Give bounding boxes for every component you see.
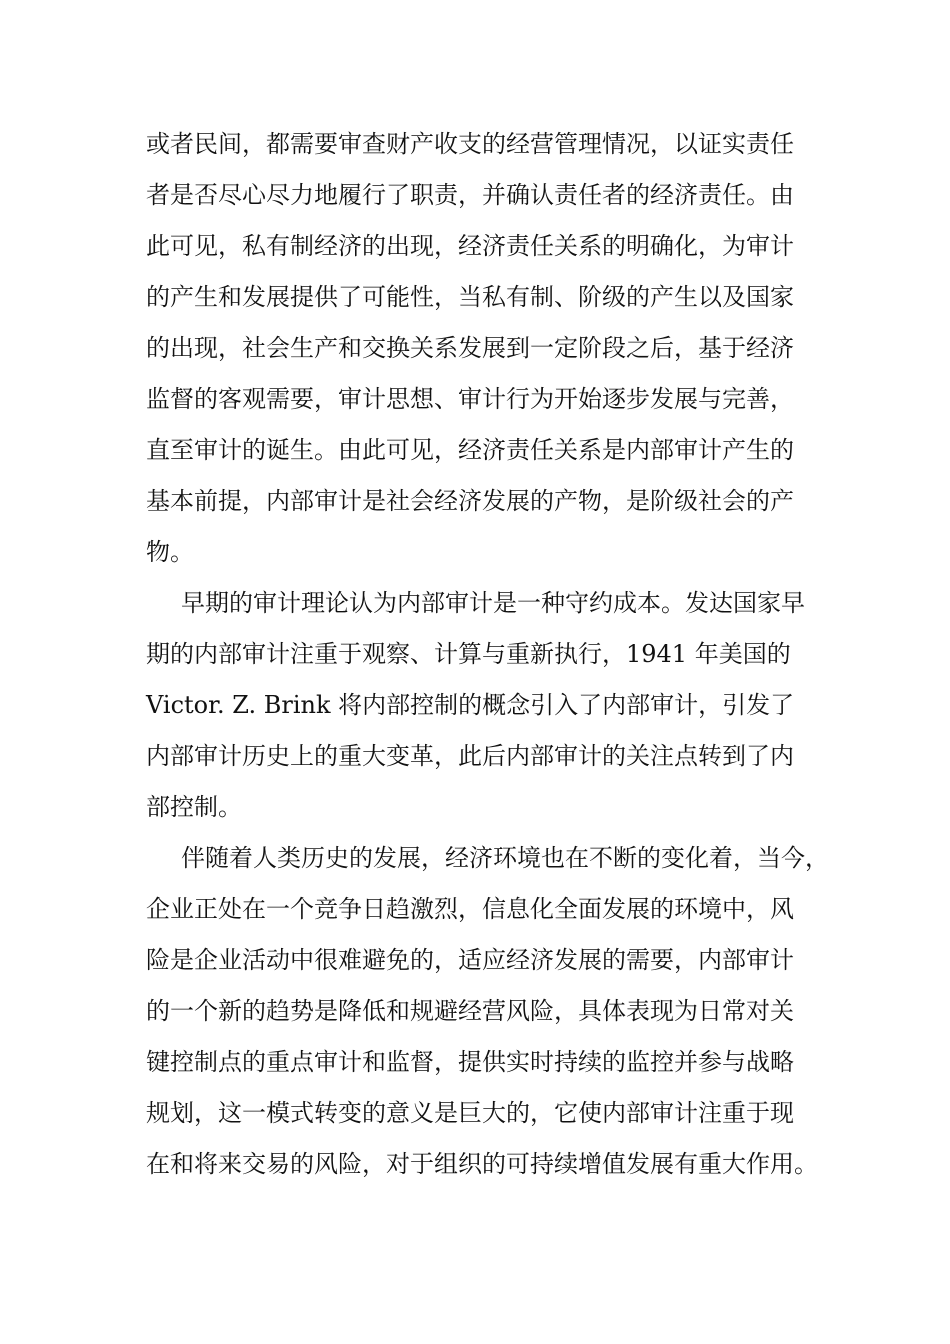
paragraph-3-first-line: 伴随着人类历史的发展，经济环境也在不断的变化着，当今， [181,844,829,872]
text-line-4: 的产生和发展提供了可能性，当私有制、阶级的产生以及国家 [146,283,794,311]
text-line-19: 键控制点的重点审计和监督，提供实时持续的监控并参与战略 [146,1048,794,1076]
text-line-21: 在和将来交易的风险，对于组织的可持续增值发展有重大作用。 [146,1150,818,1178]
text-line-11: 期的内部审计注重于观察、计算与重新执行，1941 年美国的 [146,640,791,668]
text-line-13: 内部审计历史上的重大变革，此后内部审计的关注点转到了内 [146,742,794,770]
text-line-18: 的一个新的趋势是降低和规避经营风险，具体表现为日常对关 [146,997,794,1025]
text-line-16: 企业正处在一个竞争日趋激烈，信息化全面发展的环境中，风 [146,895,794,923]
text-line-2: 者是否尽心尽力地履行了职责，并确认责任者的经济责任。由 [146,181,794,209]
text-line-20: 规划，这一模式转变的意义是巨大的，它使内部审计注重于现 [146,1099,794,1127]
text-line-8: 基本前提，内部审计是社会经济发展的产物，是阶级社会的产 [146,487,794,515]
text-line-6: 监督的客观需要，审计思想、审计行为开始逐步发展与完善， [146,385,794,413]
text-line-1: 或者民间，都需要审查财产收支的经营管理情况，以证实责任 [146,130,794,158]
text-line-3: 此可见，私有制经济的出现，经济责任关系的明确化，为审计 [146,232,794,260]
text-line-14: 部控制。 [146,793,242,821]
text-line-5: 的出现，社会生产和交换关系发展到一定阶段之后，基于经济 [146,334,794,362]
text-line-9: 物。 [146,538,194,566]
paragraph-2-first-line: 早期的审计理论认为内部审计是一种守约成本。发达国家早 [181,589,805,617]
text-line-7: 直至审计的诞生。由此可见，经济责任关系是内部审计产生的 [146,436,794,464]
text-line-12: Victor. Z. Brink 将内部控制的概念引入了内部审计，引发了 [146,691,795,719]
text-line-17: 险是企业活动中很难避免的，适应经济发展的需要，内部审计 [146,946,794,974]
